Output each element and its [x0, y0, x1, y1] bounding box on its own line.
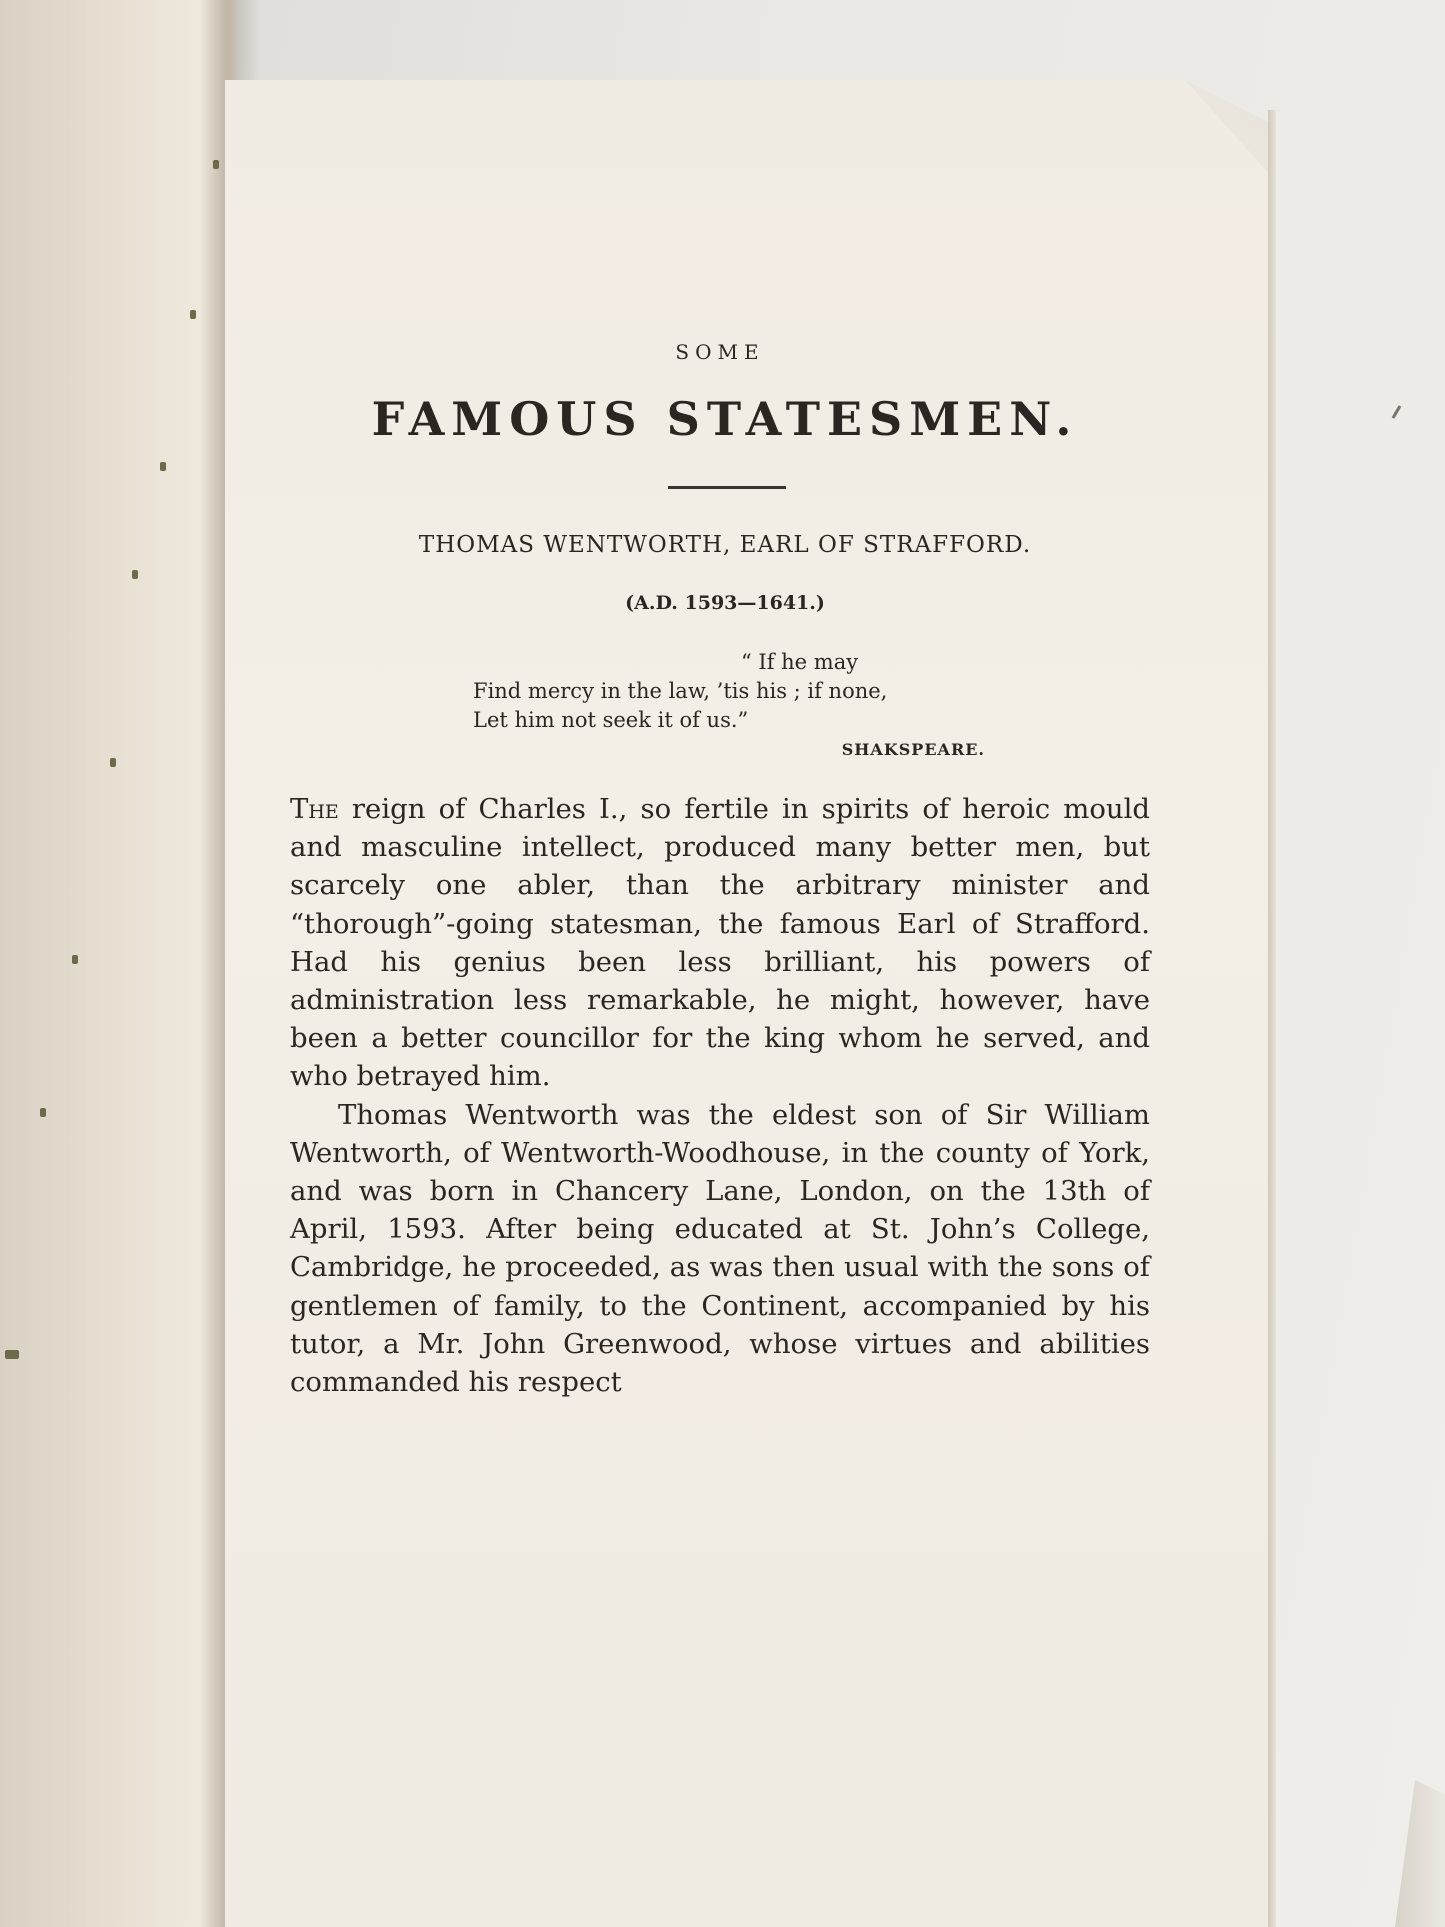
chapter-dates: (A.D. 1593—1641.) — [625, 592, 825, 614]
paragraph-2: Thomas Wentworth was the eldest son of Sir William Wentworth, of Wentworth-Woodhouse, in the county of York, and was born in Chancery Lane, London, on the 13th of April, 1593. After being educated at St. John’s College, Cambridge, he proceeded, as was then usual with the sons of gentlemen of family, to the Continent, accompanied by his tutor, a Mr. John Greenwood, whose virtues and abilities commanded his respect — [290, 1098, 1150, 1399]
binding-stitch — [5, 1350, 19, 1359]
epigraph-attribution: SHAKSPEARE. — [841, 740, 985, 759]
binding-stitch — [190, 310, 196, 319]
binding-stitch — [213, 160, 219, 169]
body-text — [290, 790, 1150, 1401]
page-right-edge — [1268, 110, 1276, 1927]
paragraph-lead-word: The — [290, 793, 339, 825]
page-title: FAMOUS STATESMEN. — [371, 392, 1079, 446]
title-kicker: SOME — [675, 340, 765, 364]
binding-stitch — [110, 758, 116, 767]
epigraph-line-2: Find mercy in the law, ’tis his ; if none, — [473, 679, 888, 703]
binding-stitch — [72, 955, 78, 964]
epigraph — [473, 648, 1013, 764]
paragraph-1-text: reign of Charles I., so fertile in spirits of heroic mould and masculine intellect, produced many better men, but scarcely one abler, than the arbitrary minister and “thorough”-going statesman, the famous Earl of Strafford. Had his genius been less brilliant, his powers of administration less remarkable, he might, however, have been a better councillor for the king whom he served, and who betrayed him. — [290, 793, 1150, 1093]
paragraph-1 — [290, 790, 1150, 1096]
binding-stitch — [160, 462, 166, 471]
binding-stitch — [40, 1108, 46, 1117]
epigraph-line-1: “ If he may — [741, 650, 859, 674]
epigraph-line-3: Let him not seek it of us.” — [473, 708, 749, 732]
title-rule — [668, 486, 786, 489]
chapter-subject: THOMAS WENTWORTH, EARL OF STRAFFORD. — [418, 532, 1032, 558]
binding-stitch — [132, 570, 138, 579]
